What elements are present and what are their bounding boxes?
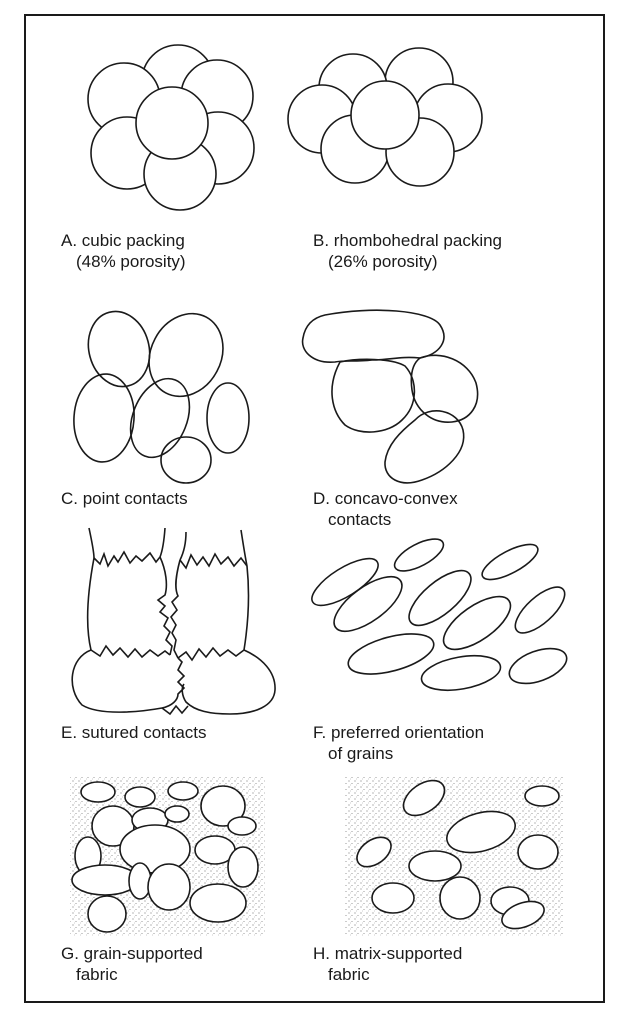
caption-b-subtitle: (26% porosity) [328, 252, 438, 271]
caption-g-subtitle: fabric [76, 965, 118, 984]
caption-b-title: B. rhombohedral packing [313, 231, 503, 250]
point-contacts-diagram [71, 301, 249, 483]
caption-c-title: C. point contacts [61, 489, 188, 508]
caption-f-subtitle: of grains [328, 744, 394, 763]
caption-a-subtitle: (48% porosity) [76, 252, 186, 271]
caption-e-title: E. sutured contacts [61, 723, 207, 742]
caption-d [313, 488, 458, 530]
caption-g-title: G. grain-supported [61, 944, 203, 963]
cubic-packing-diagram [88, 45, 254, 210]
caption-f-title: F. preferred orientation [313, 723, 485, 742]
grain-supported-fabric-diagram [70, 776, 265, 936]
caption-g [61, 943, 203, 985]
caption-h-subtitle: fabric [328, 965, 370, 984]
sutured-contacts-diagram [72, 528, 275, 714]
rhombohedral-packing-diagram [288, 48, 482, 186]
caption-h [313, 943, 462, 985]
caption-d-subtitle: contacts [328, 510, 392, 529]
caption-e [61, 722, 207, 743]
caption-a [61, 230, 186, 272]
caption-h-title: H. matrix-supported [313, 944, 463, 963]
caption-c [61, 488, 188, 509]
caption-d-title: D. concavo-convex [313, 489, 458, 508]
concavo-convex-contacts-diagram [303, 310, 478, 483]
preferred-orientation-diagram [305, 533, 571, 696]
caption-b [313, 230, 502, 272]
matrix-supported-fabric-diagram [345, 773, 563, 936]
caption-f [313, 722, 484, 764]
caption-a-title: A. cubic packing [61, 231, 185, 250]
